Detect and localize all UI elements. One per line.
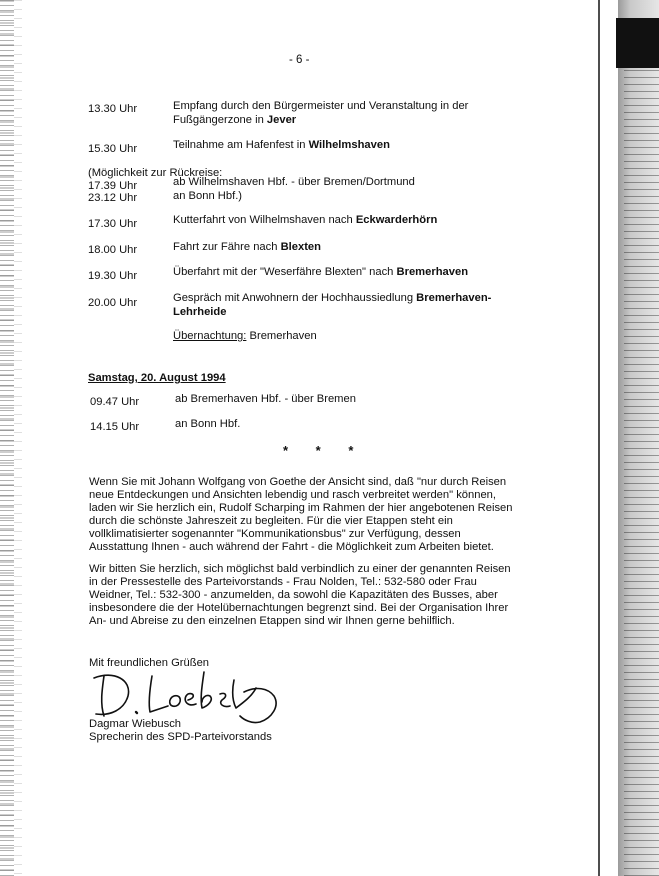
return-time: 23.12 Uhr bbox=[88, 192, 138, 204]
schedule-description: Kutterfahrt von Wilhelmshaven nach Eckwarderhörn bbox=[173, 214, 438, 226]
schedule-time: 13.30 Uhr bbox=[88, 103, 138, 115]
saturday-time: 09.47 Uhr bbox=[90, 396, 140, 408]
scan-edge-right-block bbox=[616, 18, 659, 68]
scan-edge-right-noise bbox=[624, 70, 659, 876]
paragraph-line: Weidner, Tel.: 532-300 - anzumelden, da sowohl die Kapazitäten des Busses, aber bbox=[89, 589, 498, 601]
scan-edge-left bbox=[0, 0, 14, 876]
paragraph-line: in der Pressestelle des Parteivorstands - Frau Nolden, Tel.: 532-580 oder Frau bbox=[89, 576, 477, 588]
closing-greeting: Mit freundlichen Grüßen bbox=[89, 657, 210, 669]
paragraph-line: insbesondere die der Hotelübernachtungen begrenzt sind. Bei der Organisation Ihrer bbox=[89, 602, 509, 614]
schedule-description-line2: Lehrheide bbox=[173, 306, 227, 318]
schedule-time: 15.30 Uhr bbox=[88, 143, 138, 155]
paragraph-line: vollklimatisierter sogenannter "Kommunikationsbus" zur Verfügung, dessen bbox=[89, 528, 461, 540]
paragraph-line: Wir bitten Sie herzlich, sich möglichst bald verbindlich zu einer der genannten Reisen bbox=[89, 563, 511, 575]
schedule-time: 19.30 Uhr bbox=[88, 270, 138, 282]
signer-name: Dagmar Wiebusch bbox=[89, 718, 182, 730]
paragraph-line: Wenn Sie mit Johann Wolfgang von Goethe der Ansicht sind, daß "nur durch Reisen bbox=[89, 476, 507, 488]
page-number: - 6 - bbox=[289, 54, 310, 66]
paragraph-line: An- und Abreise zu den einzelnen Etappen sind wir Ihnen gerne behilflich. bbox=[89, 615, 455, 627]
return-text: ab Wilhelmshaven Hbf. - über Bremen/Dortmund bbox=[173, 176, 415, 188]
schedule-description: Fahrt zur Fähre nach Blexten bbox=[173, 241, 321, 253]
day-heading: Samstag, 20. August 1994 bbox=[88, 372, 226, 384]
saturday-time: 14.15 Uhr bbox=[90, 421, 140, 433]
signer-title: Sprecherin des SPD-Parteivorstands bbox=[89, 731, 272, 743]
paragraph-line: neue Entdeckungen und Ansichten lebendig und rasch verbreitet werden" können, bbox=[89, 489, 497, 501]
schedule-description: Überfahrt mit der "Weserfähre Blexten" nach Bremerhaven bbox=[173, 266, 469, 278]
schedule-description: Teilnahme am Hafenfest in Wilhelmshaven bbox=[173, 139, 390, 151]
paragraph-line: Ausstattung Ihnen - auch während der Fahrt - die Möglichkeit zum Arbeiten bietet. bbox=[89, 541, 494, 553]
section-separator: * * * bbox=[283, 443, 366, 458]
paragraph-line: durch die schönste Jahreszeit zu begleiten. Für die vier Etappen steht ein bbox=[89, 515, 453, 527]
overnight-line: Übernachtung: Bremerhaven bbox=[173, 330, 317, 342]
schedule-time: 17.30 Uhr bbox=[88, 218, 138, 230]
schedule-description: Gespräch mit Anwohnern der Hochhaussiedlung Bremerhaven- bbox=[173, 292, 492, 304]
return-time: 17.39 Uhr bbox=[88, 180, 138, 192]
schedule-description-line2: Fußgängerzone in Jever bbox=[173, 114, 297, 126]
schedule-description: Empfang durch den Bürgermeister und Veranstaltung in der bbox=[173, 100, 469, 112]
scan-edge-left-inner bbox=[14, 0, 22, 876]
paragraph-line: laden wir Sie herzlich ein, Rudolf Scharping im Rahmen der hier angebotenen Reisen bbox=[89, 502, 513, 514]
saturday-text: ab Bremerhaven Hbf. - über Bremen bbox=[175, 393, 356, 405]
schedule-time: 18.00 Uhr bbox=[88, 244, 138, 256]
schedule-time: 20.00 Uhr bbox=[88, 297, 138, 309]
return-text: an Bonn Hbf.) bbox=[173, 190, 243, 202]
return-option-header: (Möglichkeit zur Rückreise: bbox=[88, 167, 223, 179]
saturday-text: an Bonn Hbf. bbox=[175, 418, 241, 430]
